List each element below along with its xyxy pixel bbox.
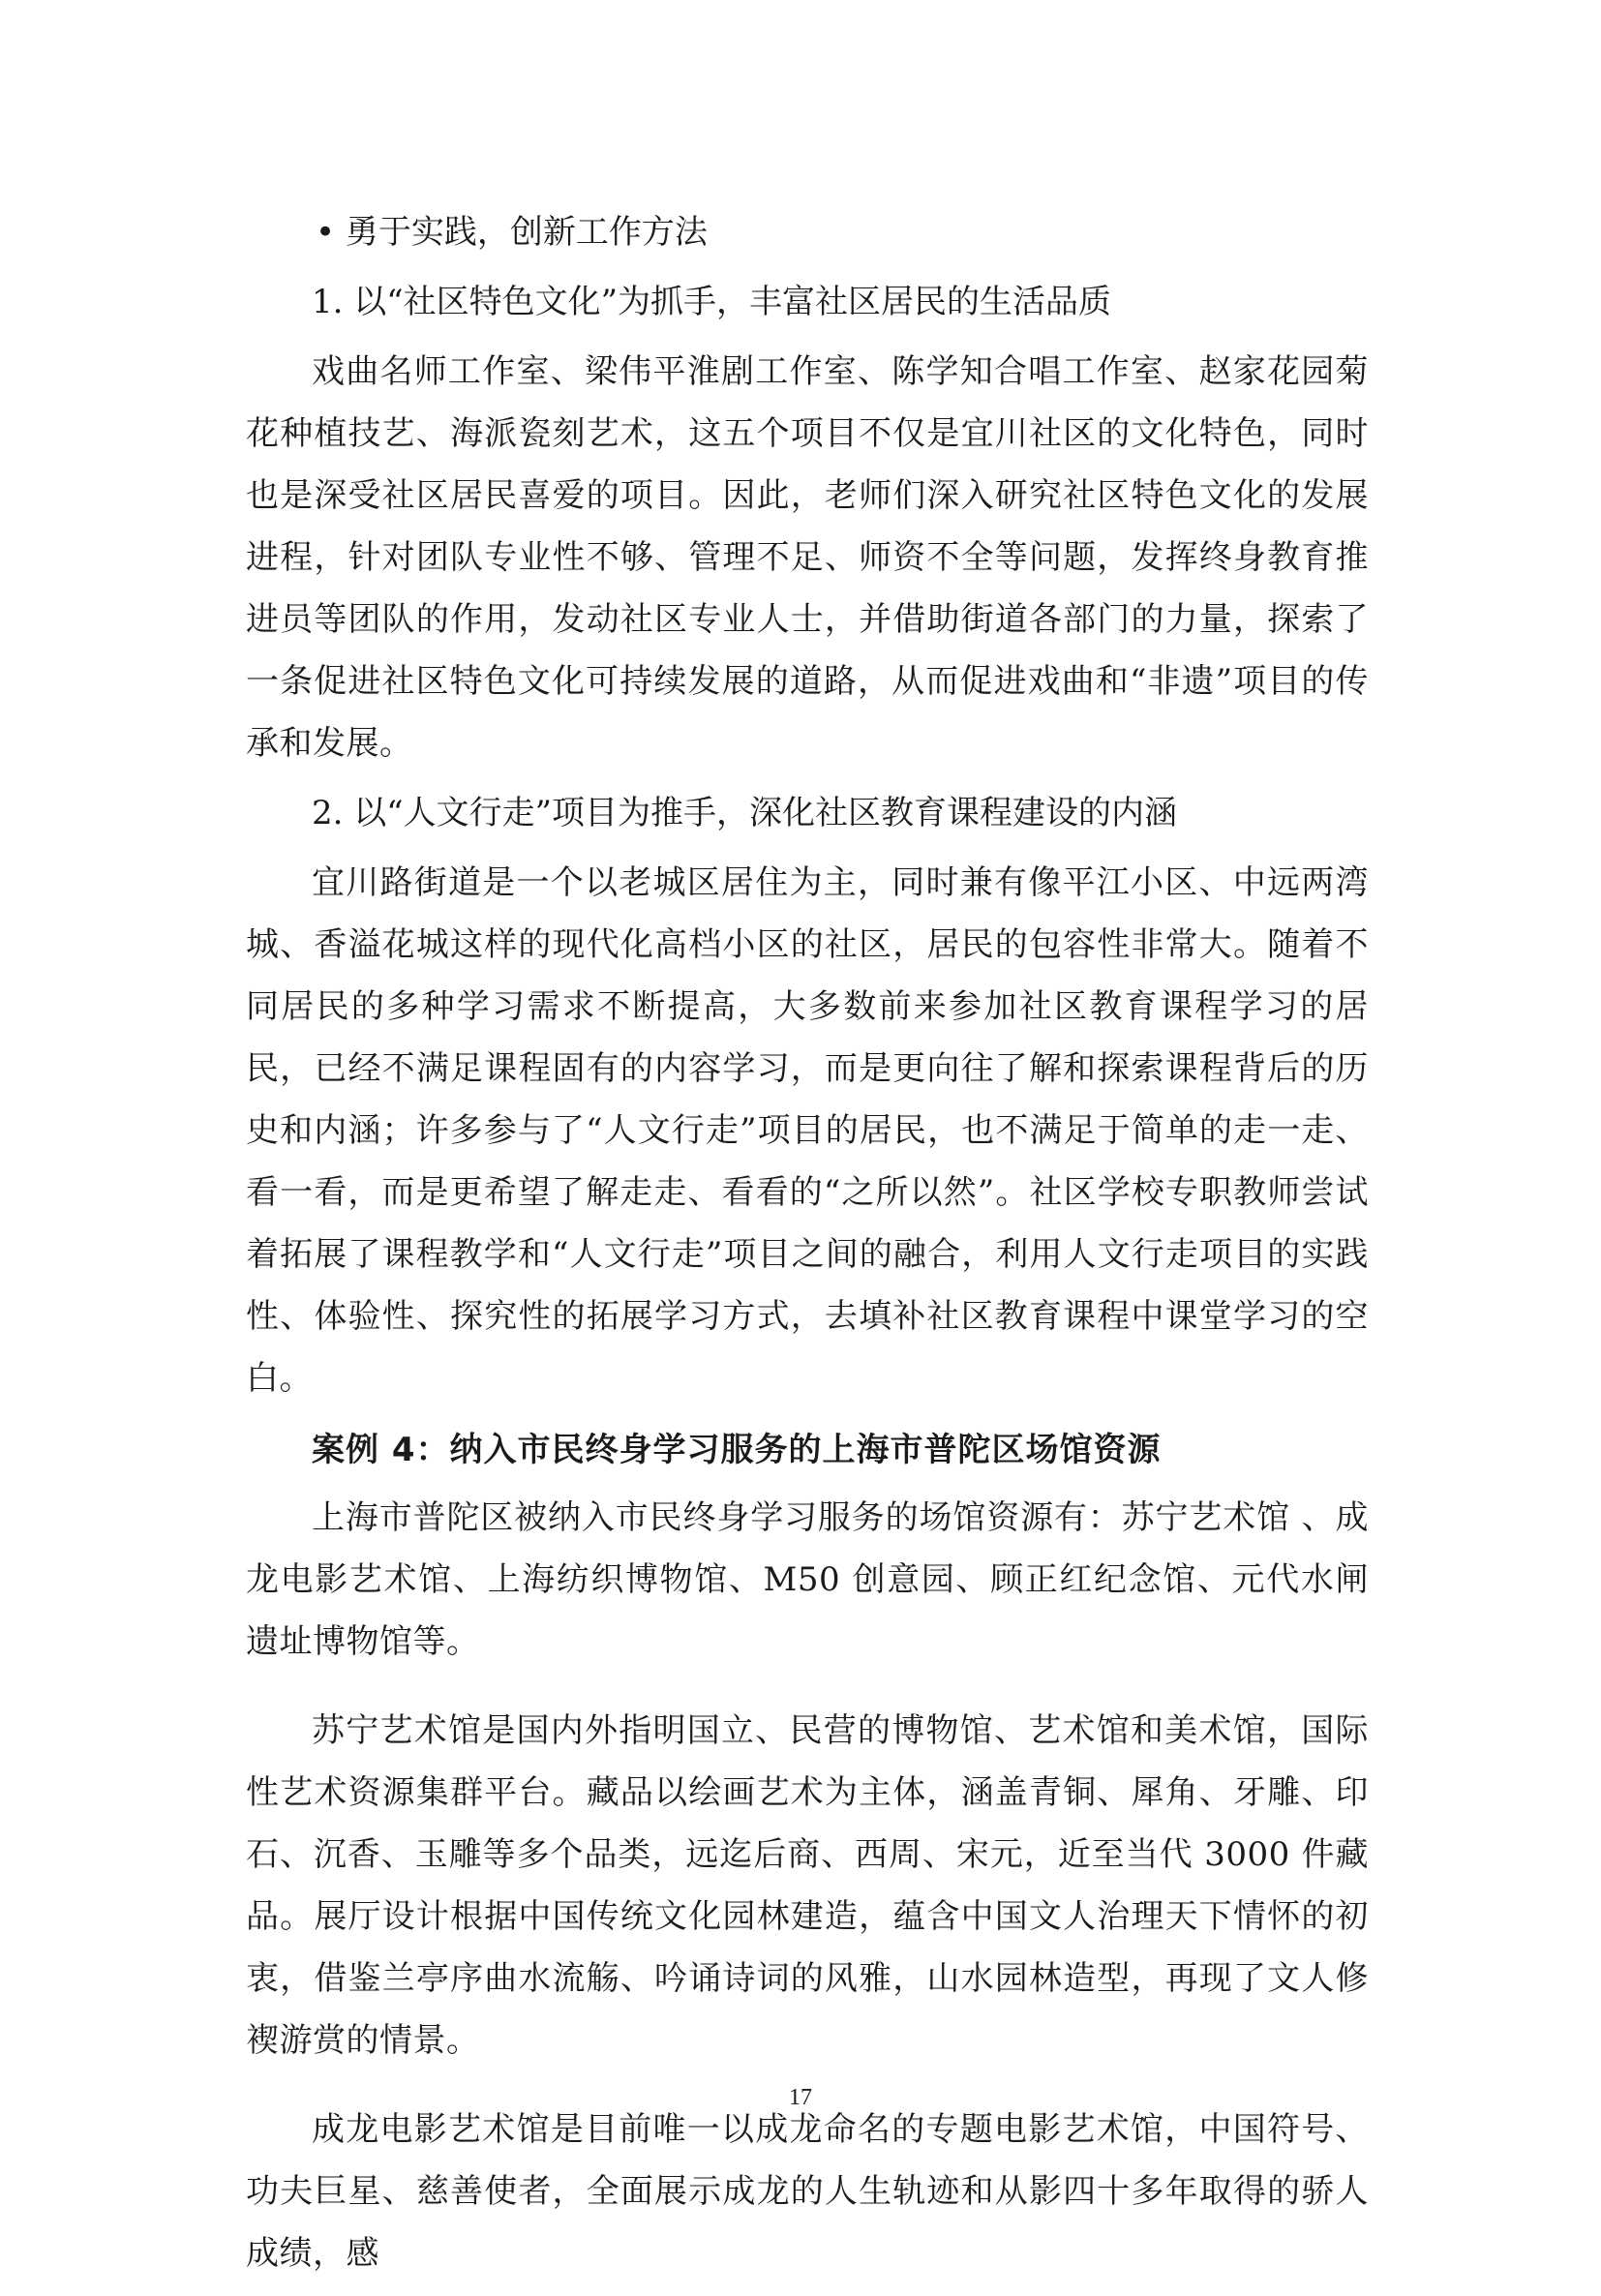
paragraph-1: 戏曲名师工作室、梁伟平淮剧工作室、陈学知合唱工作室、赵家花园菊花种植技艺、海派瓷刻艺术，这五个项目不仅是宜川社区的文化特色，同时也是深受社区居民喜爱的项目。因此，老师们深入研究社区特色文化的发展进程，针对团队专业性不够、管理不足、师资不全等问题，发挥终身教育推进员等团队的作用，发动社区专业人士，并借助街道各部门的力量，探索了一条促进社区特色文化可持续发展的道路，从而促进戏曲和“非遗”项目的传承和发展。	[246, 352, 1369, 763]
paragraph-5: 成龙电影艺术馆是目前唯一以成龙命名的专题电影艺术馆，中国符号、功夫巨星、慈善使者，全面展示成龙的人生轨迹和从影四十多年取得的骄人成绩，感	[246, 2110, 1369, 2273]
paragraph-4: 苏宁艺术馆是国内外指明国立、民营的博物馆、艺术馆和美术馆，国际性艺术资源集群平台。藏品以绘画艺术为主体，涵盖青铜、犀角、牙雕、印石、沉香、玉雕等多个品类，远迄后商、西周、宋元，近至当代 3000 件藏品。展厅设计根据中国传统文化园林建造，蕴含中国文人治理天下情怀的初衷，借鉴兰亭序曲水流觞、吟诵诗词的风雅，山水园林造型，再现了文人修褉游赏的情景。	[246, 1711, 1369, 2060]
page-body	[246, 205, 1369, 2296]
subsection-heading-2: 2. 以“人文行走”项目为推手，深化社区教育课程建设的内涵	[312, 794, 1178, 832]
paragraph-2: 宜川路街道是一个以老城区居住为主，同时兼有像平江小区、中远两湾城、香溢花城这样的现代化高档小区的社区，居民的包容性非常大。随着不同居民的多种学习需求不断提高，大多数前来参加社区教育课程学习的居民，已经不满足课程固有的内容学习，而是更向往了解和探索课程背后的历史和内涵；许多参与了“人文行走”项目的居民，也不满足于简单的走一走、看一看，而是更希望了解走走、看看的“之所以然”。社区学校专职教师尝试着拓展了课程教学和“人文行走”项目之间的融合，利用人文行走项目的实践性、体验性、探究性的拓展学习方式，去填补社区教育课程中课堂学习的空白。	[246, 863, 1369, 1398]
case-heading: 案例 4：纳入市民终身学习服务的上海市普陀区场馆资源	[312, 1431, 1162, 1469]
paragraph-3: 上海市普陀区被纳入市民终身学习服务的场馆资源有：苏宁艺术馆 、成龙电影艺术馆、上海纺织博物馆、M50 创意园、顾正红纪念馆、元代水闸遗址博物馆等。	[246, 1498, 1369, 1661]
section-bullet-heading: • 勇于实践，创新工作方法	[316, 213, 708, 252]
page-number: 17	[789, 2085, 812, 2110]
subsection-heading-1: 1. 以“社区特色文化”为抓手，丰富社区居民的生活品质	[312, 283, 1112, 321]
